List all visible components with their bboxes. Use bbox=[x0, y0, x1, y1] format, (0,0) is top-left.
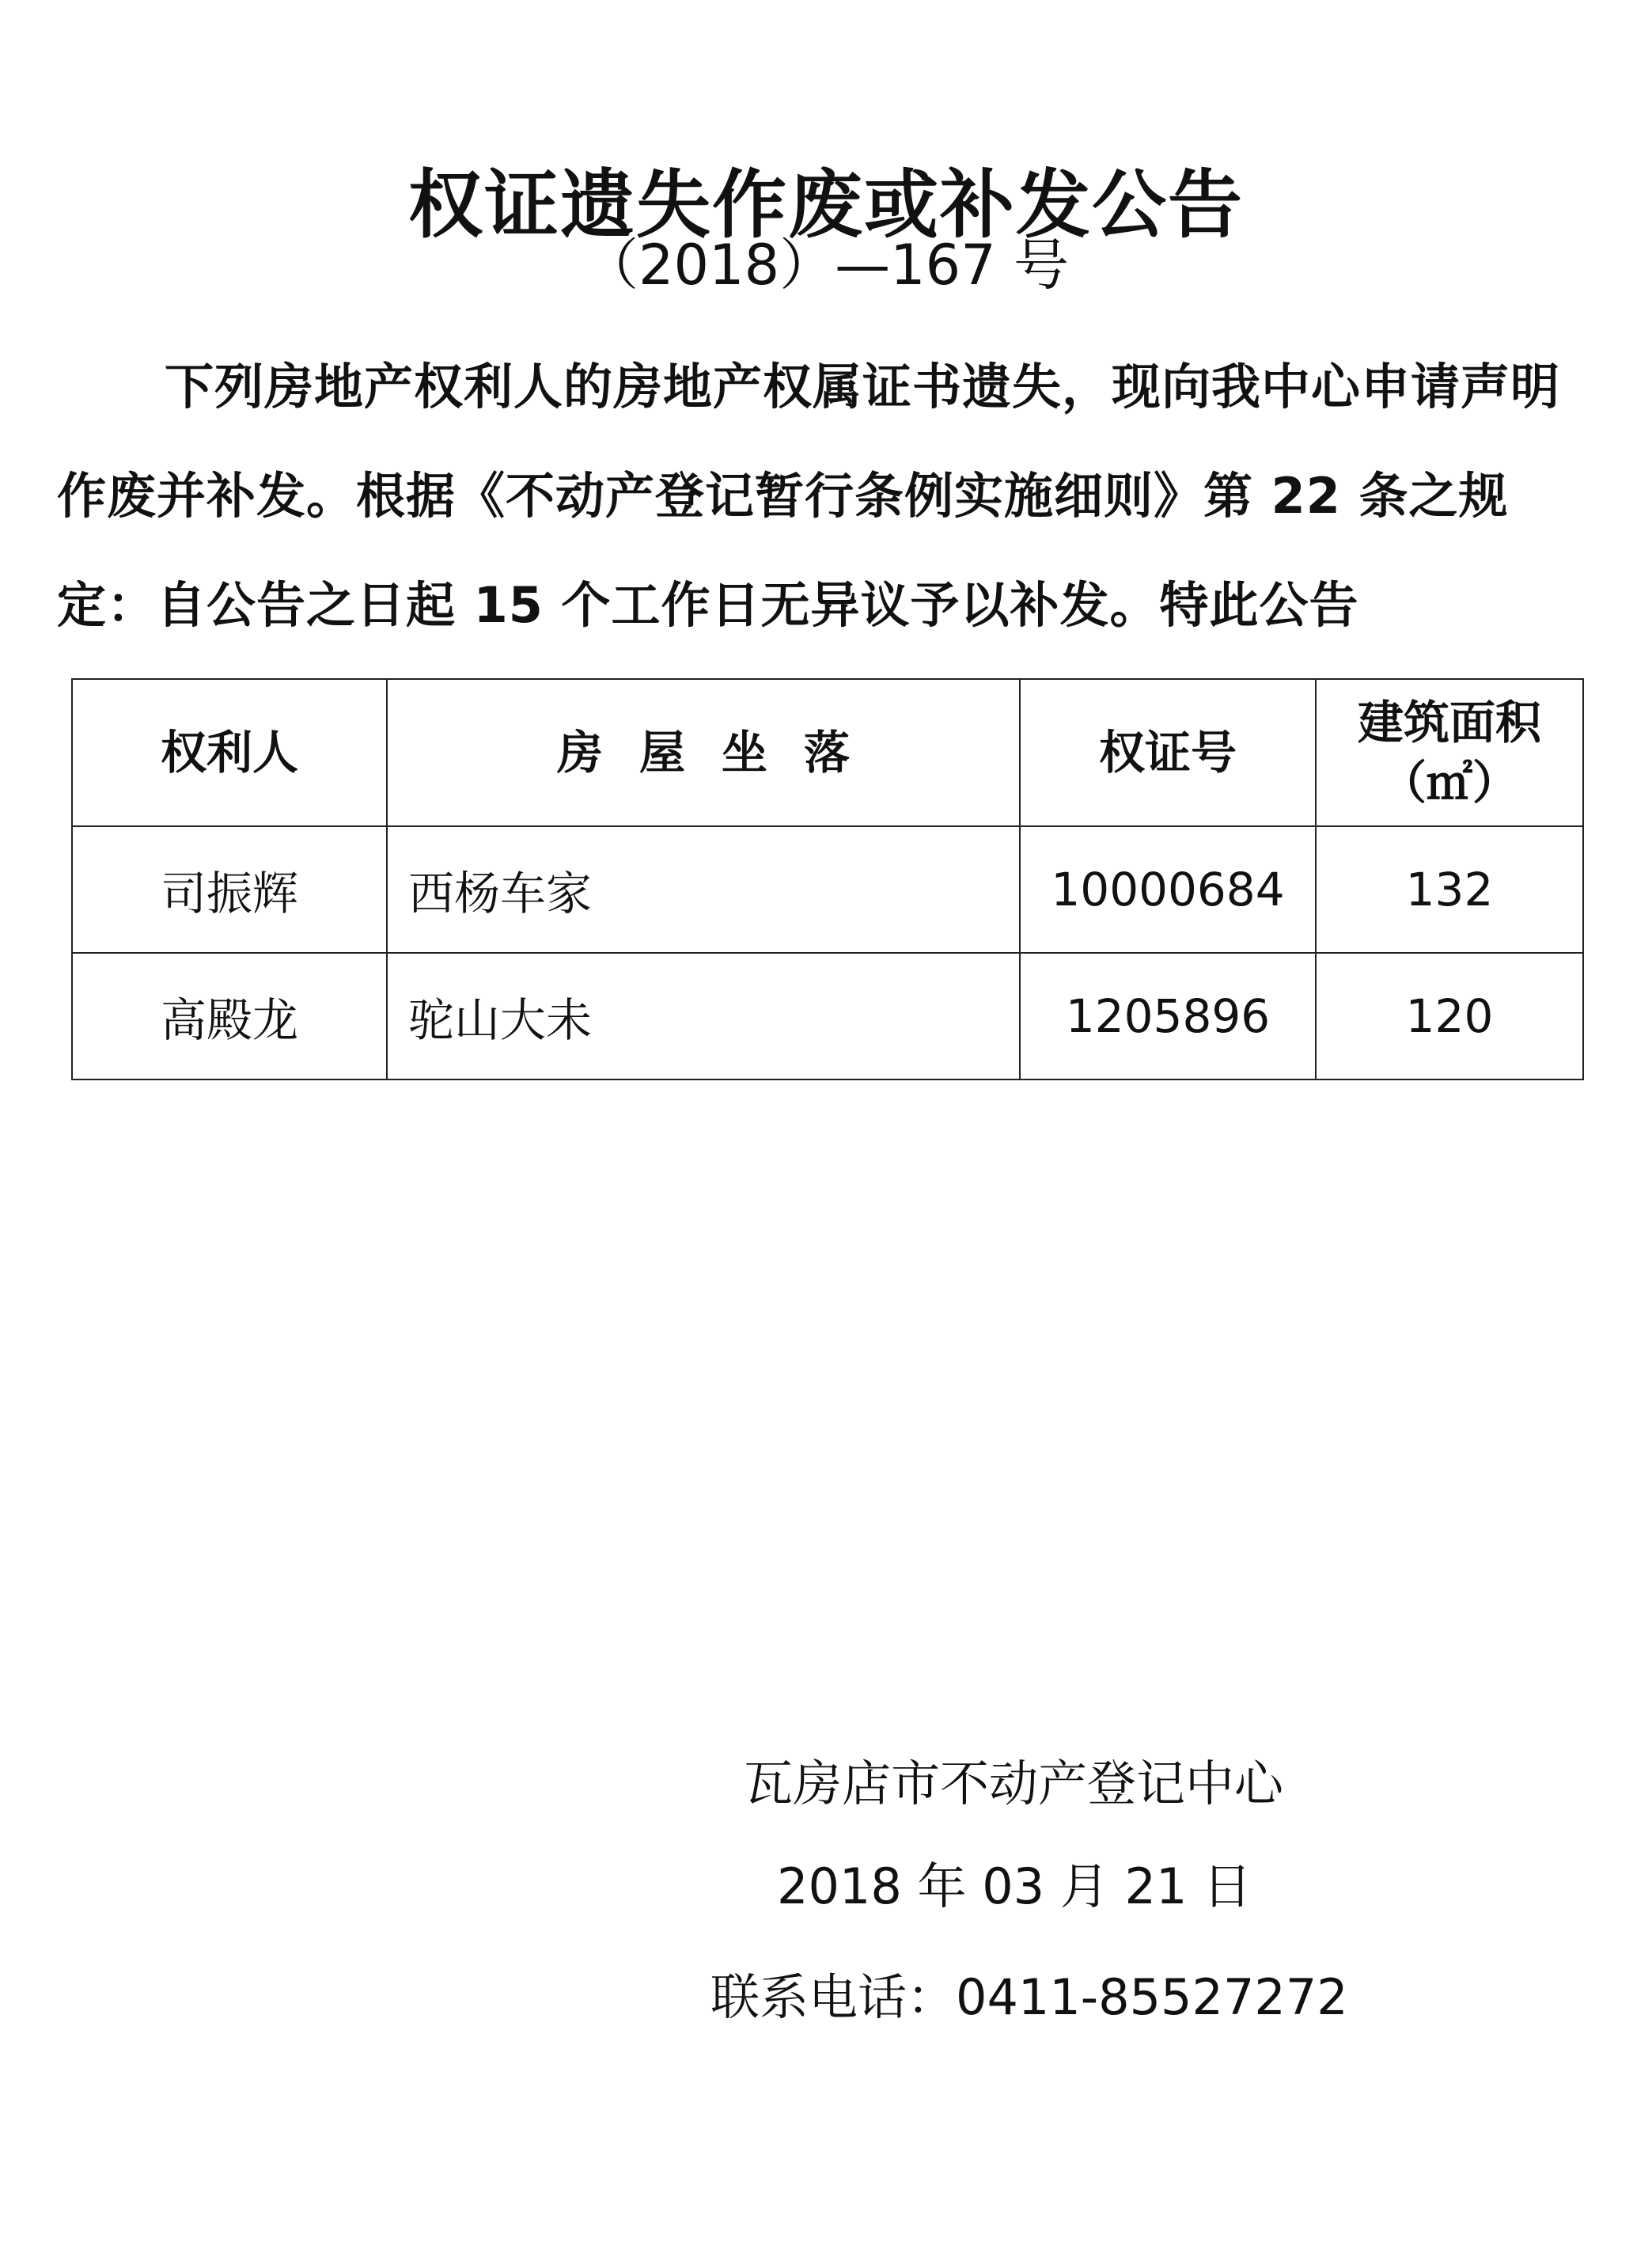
issuer-name: 瓦房店市不动产登记中心 bbox=[744, 1755, 1284, 1812]
location-column-header bbox=[387, 679, 1020, 826]
records-table bbox=[71, 678, 1584, 1080]
notice-body: 下列房地产权利人的房地产权属证书遗失，现向我中心申请声明作废并补发。根据《不动产登记暂行条例实施细则》第 22 条之规定：自公告之日起 15 个工作日无异议予以补发。特此公告 bbox=[57, 358, 1561, 634]
location-cell: 西杨车家 bbox=[387, 826, 1020, 953]
issue-date: 2018 年 03 月 21 日 bbox=[777, 1857, 1252, 1915]
location-cell: 驼山大未 bbox=[387, 953, 1020, 1079]
table-header bbox=[72, 679, 1583, 826]
header-row bbox=[72, 679, 1583, 826]
contact-phone: 联系电话：0411-85527272 bbox=[710, 1968, 1348, 2026]
owner-cell: 高殿龙 bbox=[72, 953, 387, 1079]
certificate-cell: 10000684 bbox=[1020, 826, 1316, 953]
area-cell: 132 bbox=[1316, 826, 1583, 953]
area-column-header: 建筑面积（㎡） bbox=[1316, 679, 1583, 826]
table-row bbox=[72, 953, 1583, 1079]
area-cell: 120 bbox=[1316, 953, 1583, 1079]
table-body bbox=[72, 826, 1583, 1079]
certificate-column-header: 权证号 bbox=[1020, 679, 1316, 826]
location-header-text: 房屋坐落 bbox=[556, 726, 886, 780]
certificate-cell: 1205896 bbox=[1020, 953, 1316, 1079]
notice-title: 权证遗失作废或补发公告 bbox=[407, 161, 1244, 249]
owner-column-header: 权利人 bbox=[72, 679, 387, 826]
owner-cell: 司振辉 bbox=[72, 826, 387, 953]
notice-number: （2018）—167 号 bbox=[582, 233, 1069, 298]
table-row bbox=[72, 826, 1583, 953]
